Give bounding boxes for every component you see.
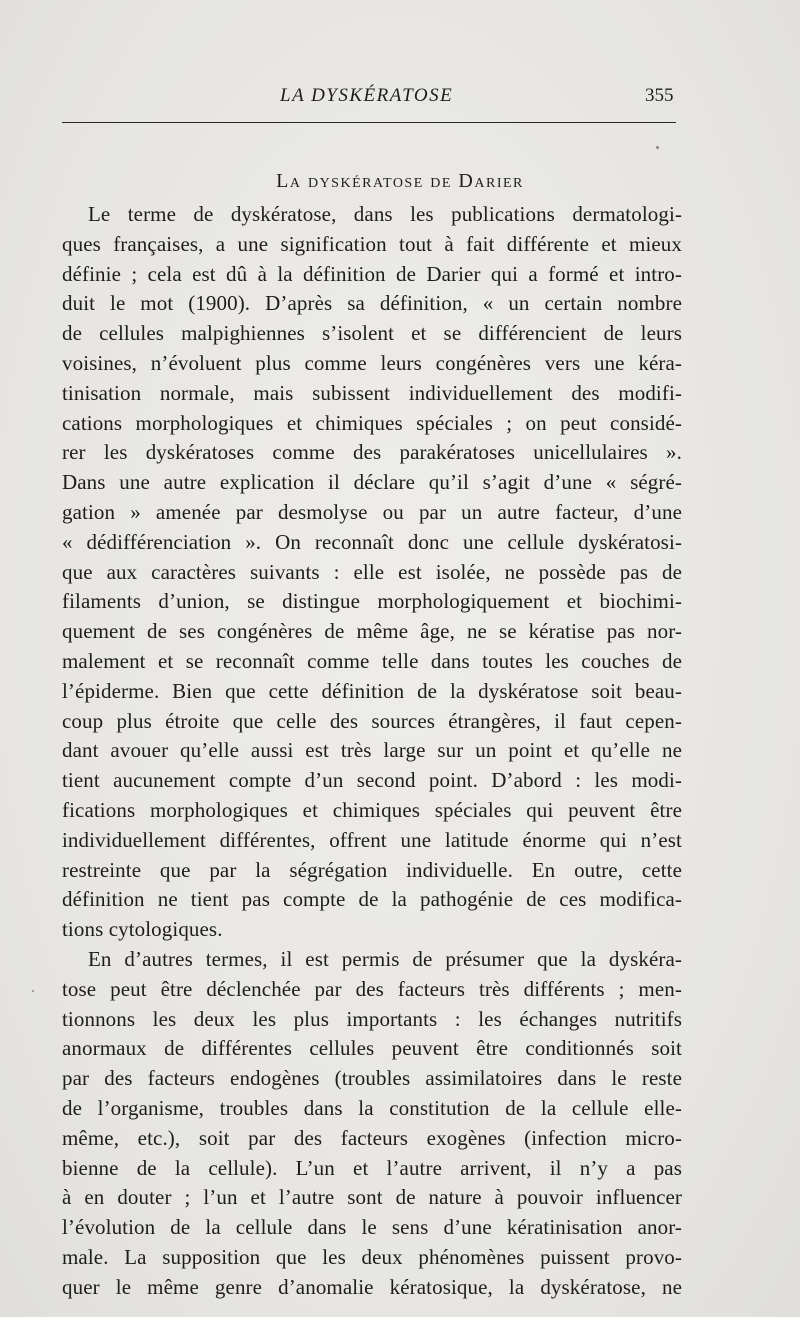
- body-text: [62, 200, 682, 1302]
- text-line: tient aucunement compte d’un second point. D’abord : les modi-: [62, 768, 682, 793]
- section-heading: La dyskératose de Darier: [276, 170, 524, 192]
- text-line: l’évolution de la cellule dans le sens d’une kératinisation anor-: [62, 1215, 682, 1240]
- text-line: fications morphologiques et chimiques spéciales qui peuvent être: [62, 797, 682, 822]
- running-title: LA DYSKÉRATOSE: [280, 85, 454, 106]
- text-line: définie ; cela est dû à la définition de Darier qui a formé et intro-: [62, 261, 682, 286]
- text-line: « dédifférenciation ». On reconnaît donc une cellule dyskératosi-: [62, 529, 682, 554]
- text-line: restreinte que par la ségrégation individuelle. En outre, cette: [62, 857, 682, 882]
- text-line: individuellement différentes, offrent une latitude énorme qui n’est: [62, 827, 682, 852]
- text-line: même, etc.), soit par des facteurs exogènes (infection micro-: [62, 1125, 682, 1150]
- text-line: tose peut être déclenchée par des facteurs très différents ; men-: [62, 976, 682, 1001]
- text-line: malement et se reconnaît comme telle dans toutes les couches de: [62, 648, 682, 673]
- text-line: male. La supposition que les deux phénomènes puissent provo-: [62, 1244, 682, 1269]
- text-line: de l’organisme, troubles dans la constitution de la cellule elle-: [62, 1095, 682, 1120]
- text-line: bienne de la cellule). L’un et l’autre arrivent, il n’y a pas: [62, 1155, 682, 1180]
- text-line: anormaux de différentes cellules peuvent être conditionnés soit: [62, 1036, 682, 1061]
- text-line: que aux caractères suivants : elle est isolée, ne possède pas de: [62, 559, 682, 584]
- text-line: gation » amenée par desmolyse ou par un autre facteur, d’une: [62, 499, 682, 524]
- text-line: filaments d’union, se distingue morphologiquement et biochimi-: [62, 589, 682, 614]
- text-line: à en douter ; l’un et l’autre sont de nature à pouvoir influencer: [62, 1185, 682, 1210]
- paragraph: [62, 200, 682, 945]
- text-line: Le terme de dyskératose, dans les publications dermatologi-: [88, 202, 682, 226]
- text-line: duit le mot (1900). D’après sa définition, « un certain nombre: [62, 291, 682, 316]
- text-line: tions cytologiques.: [62, 917, 223, 942]
- text-line: dant avouer qu’elle aussi est très large sur un point et qu’elle ne: [62, 738, 682, 763]
- paper-speck: [32, 990, 34, 992]
- text-line: rer les dyskératoses comme des parakératoses unicellulaires ».: [62, 440, 682, 465]
- header-rule: [62, 122, 676, 123]
- page-number: 355: [645, 85, 674, 106]
- text-line: Dans une autre explication il déclare qu’il s’agit d’une « ségré-: [62, 470, 682, 495]
- text-line: tinisation normale, mais subissent individuellement des modifi-: [62, 380, 682, 405]
- text-line: quer le même genre d’anomalie kératosique, la dyskératose, ne: [62, 1274, 682, 1299]
- text-line: coup plus étroite que celle des sources étrangères, il faut cepen-: [62, 708, 682, 733]
- text-line: de cellules malpighiennes s’isolent et se différencient de leurs: [62, 321, 682, 346]
- running-head: [0, 82, 800, 112]
- paper-speck: [656, 146, 659, 149]
- text-line: l’épiderme. Bien que cette définition de la dyskératose soit beau-: [62, 678, 682, 703]
- text-line: cations morphologiques et chimiques spéciales ; on peut considé-: [62, 410, 682, 435]
- text-line: par des facteurs endogènes (troubles assimilatoires dans le reste: [62, 1066, 682, 1091]
- text-line: ques françaises, a une signification tout à fait différente et mieux: [62, 231, 682, 256]
- text-line: En d’autres termes, il est permis de présumer que la dyskéra-: [88, 946, 682, 971]
- text-line: tionnons les deux les plus importants : les échanges nutritifs: [62, 1006, 682, 1031]
- paragraph: [62, 945, 682, 1303]
- text-line: définition ne tient pas compte de la pathogénie de ces modifica-: [62, 887, 682, 912]
- text-line: quement de ses congénères de même âge, ne se kératise pas nor-: [62, 619, 682, 644]
- text-line: voisines, n’évoluent plus comme leurs congénères vers une kéra-: [62, 350, 682, 375]
